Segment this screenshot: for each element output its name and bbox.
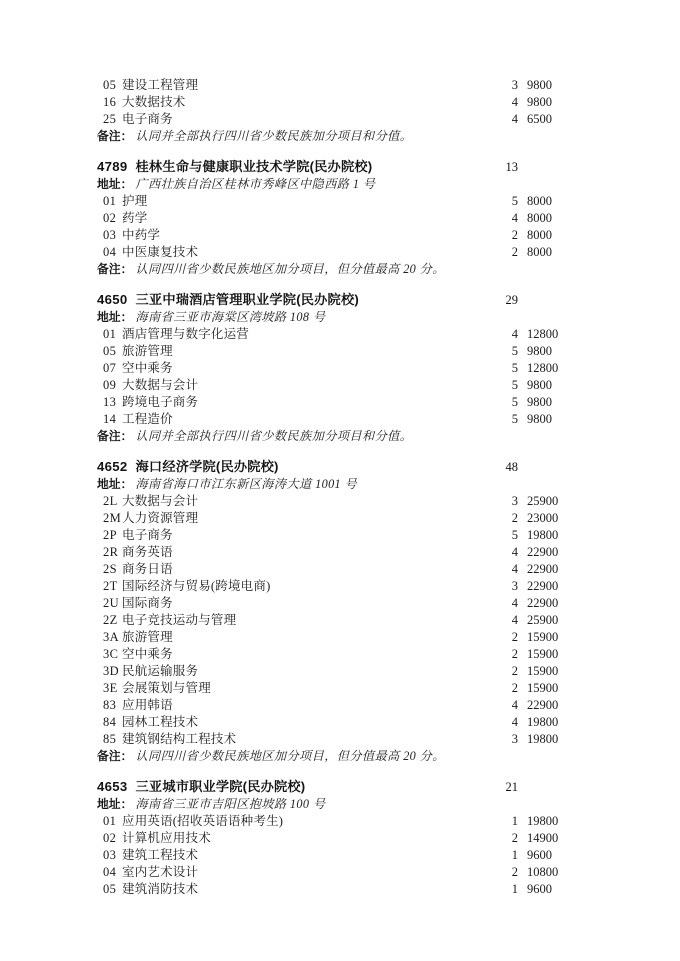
course-fee: 9800 [527, 378, 552, 392]
course-code: 25 [103, 112, 117, 126]
course-code: 85 [103, 732, 117, 746]
course-quota: 2 [511, 664, 518, 678]
course-fee: 8000 [527, 245, 552, 259]
course-name: 室内艺术设计 [122, 865, 199, 879]
course-fee: 8000 [527, 194, 552, 208]
course-name: 电子商务 [122, 112, 173, 126]
remark-text: 认同四川省少数民族地区加分项目，但分值最高 20 分。 [135, 749, 445, 763]
course-fee: 9800 [527, 412, 552, 426]
course-code: 2P [103, 528, 118, 542]
course-fee: 6500 [527, 112, 552, 126]
course-row [97, 561, 568, 578]
course-quota: 5 [511, 528, 518, 542]
course-quota: 4 [511, 545, 518, 559]
course-row [97, 394, 568, 411]
course-name: 大数据技术 [122, 95, 186, 109]
course-list [97, 326, 568, 428]
course-name: 空中乘务 [122, 647, 173, 661]
address-label: 地址： [97, 797, 133, 811]
course-name: 商务日语 [122, 562, 173, 576]
course-code: 02 [103, 211, 117, 225]
course-fee: 15900 [527, 647, 559, 661]
course-fee: 22900 [527, 596, 559, 610]
course-quota: 4 [511, 211, 518, 225]
course-fee: 19800 [527, 528, 559, 542]
course-fee: 14900 [527, 831, 559, 845]
course-name: 旅游管理 [122, 630, 173, 644]
course-quota: 5 [511, 361, 518, 375]
school-name: 海口经济学院(民办院校) [135, 459, 279, 474]
course-row [97, 731, 568, 748]
course-code: 05 [103, 882, 117, 896]
course-row [97, 881, 568, 898]
course-code: 01 [103, 327, 117, 341]
course-name: 电子商务 [122, 528, 173, 542]
course-code: 83 [103, 698, 117, 712]
course-name: 药学 [122, 211, 148, 225]
course-row [97, 111, 568, 128]
remark-row [97, 428, 568, 445]
course-code: 05 [103, 78, 117, 92]
school-code: 4650 [97, 292, 128, 307]
course-name: 建筑消防技术 [122, 882, 199, 896]
course-row [97, 544, 568, 561]
course-row [97, 510, 568, 527]
course-row [97, 343, 568, 360]
address-label: 地址： [97, 177, 133, 191]
remark-label: 备注： [97, 129, 133, 143]
course-fee: 15900 [527, 630, 559, 644]
course-row [97, 847, 568, 864]
course-fee: 15900 [527, 681, 559, 695]
school-code: 4653 [97, 779, 128, 794]
course-quota: 2 [511, 511, 518, 525]
course-quota: 3 [511, 494, 518, 508]
course-list [97, 493, 568, 748]
course-fee: 22900 [527, 545, 559, 559]
course-code: 3A [103, 630, 120, 644]
course-code: 2T [103, 579, 118, 593]
course-name: 国际商务 [122, 596, 173, 610]
course-name: 应用韩语 [122, 698, 173, 712]
course-code: 16 [103, 95, 117, 109]
address-label: 地址： [97, 477, 133, 491]
course-name: 建筑工程技术 [122, 848, 199, 862]
course-code: 84 [103, 715, 117, 729]
course-name: 国际经济与贸易(跨境电商) [122, 579, 271, 593]
course-name: 商务英语 [122, 545, 173, 559]
school-code: 4789 [97, 159, 128, 174]
document-body [97, 77, 568, 898]
course-quota: 3 [511, 78, 518, 92]
course-quota: 2 [511, 681, 518, 695]
school-header-row [97, 458, 568, 476]
course-list [97, 77, 568, 128]
course-row [97, 77, 568, 94]
address-text: 海南省三亚市海棠区湾坡路 108 号 [135, 310, 326, 324]
course-code: 3D [103, 664, 120, 678]
remark-row [97, 261, 568, 278]
course-name: 园林工程技术 [122, 715, 199, 729]
school-name: 三亚城市职业学院(民办院校) [135, 779, 306, 794]
course-row [97, 714, 568, 731]
course-name: 建设工程管理 [122, 78, 199, 92]
course-code: 02 [103, 831, 117, 845]
school-code: 4652 [97, 459, 128, 474]
course-fee: 19800 [527, 814, 559, 828]
course-row [97, 210, 568, 227]
course-row [97, 578, 568, 595]
course-quota: 5 [511, 344, 518, 358]
course-code: 09 [103, 378, 117, 392]
address-label: 地址： [97, 310, 133, 324]
course-list [97, 813, 568, 898]
course-code: 2U [103, 596, 120, 610]
college-section [97, 291, 568, 445]
course-fee: 9600 [527, 882, 552, 896]
course-name: 民航运输服务 [122, 664, 199, 678]
course-row [97, 612, 568, 629]
course-fee: 25900 [527, 494, 559, 508]
course-fee: 23000 [527, 511, 559, 525]
course-row [97, 326, 568, 343]
course-quota: 1 [511, 848, 518, 862]
course-quota: 1 [511, 814, 518, 828]
course-quota: 2 [511, 647, 518, 661]
course-code: 3E [103, 681, 118, 695]
course-fee: 12800 [527, 327, 559, 341]
school-total-plan-count: 29 [505, 293, 518, 307]
course-fee: 10800 [527, 865, 559, 879]
course-name: 跨境电子商务 [122, 395, 199, 409]
course-name: 大数据与会计 [122, 378, 199, 392]
address-row [97, 476, 568, 493]
college-section [97, 158, 568, 278]
course-name: 中医康复技术 [122, 245, 199, 259]
course-name: 中药学 [122, 228, 161, 242]
course-row [97, 227, 568, 244]
remark-text: 认同四川省少数民族地区加分项目，但分值最高 20 分。 [135, 262, 445, 276]
course-code: 03 [103, 848, 117, 862]
course-row [97, 864, 568, 881]
course-fee: 9800 [527, 344, 552, 358]
address-row [97, 309, 568, 326]
course-quota: 4 [511, 596, 518, 610]
course-row [97, 411, 568, 428]
course-code: 07 [103, 361, 117, 375]
course-quota: 5 [511, 412, 518, 426]
school-name: 三亚中瑞酒店管理职业学院(民办院校) [135, 292, 359, 307]
address-text: 广西壮族自治区桂林市秀峰区中隐西路 1 号 [135, 177, 376, 191]
course-row [97, 813, 568, 830]
course-code: 05 [103, 344, 117, 358]
remark-label: 备注： [97, 429, 133, 443]
course-name: 酒店管理与数字化运营 [122, 327, 250, 341]
course-name: 应用英语(招收英语语种考生) [122, 814, 284, 828]
remark-label: 备注： [97, 262, 133, 276]
school-header-row [97, 158, 568, 176]
course-fee: 9800 [527, 395, 552, 409]
course-code: 01 [103, 814, 117, 828]
course-name: 会展策划与管理 [122, 681, 211, 695]
course-quota: 4 [511, 698, 518, 712]
course-row [97, 830, 568, 847]
school-header-row [97, 778, 568, 796]
course-row [97, 697, 568, 714]
course-quota: 2 [511, 865, 518, 879]
course-name: 空中乘务 [122, 361, 173, 375]
school-header-row [97, 291, 568, 309]
address-row [97, 176, 568, 193]
course-name: 大数据与会计 [122, 494, 199, 508]
course-name: 建筑钢结构工程技术 [122, 732, 237, 746]
course-code: 2M [103, 511, 122, 525]
course-fee: 9600 [527, 848, 552, 862]
course-code: 3C [103, 647, 119, 661]
course-fee: 8000 [527, 211, 552, 225]
course-quota: 4 [511, 95, 518, 109]
course-quota: 4 [511, 327, 518, 341]
course-code: 2R [103, 545, 119, 559]
course-quota: 3 [511, 579, 518, 593]
course-fee: 19800 [527, 732, 559, 746]
course-quota: 3 [511, 732, 518, 746]
course-row [97, 94, 568, 111]
school-name: 桂林生命与健康职业技术学院(民办院校) [135, 159, 373, 174]
course-row [97, 193, 568, 210]
remark-label: 备注： [97, 749, 133, 763]
school-total-plan-count: 48 [505, 460, 518, 474]
course-list [97, 193, 568, 261]
course-row [97, 595, 568, 612]
course-fee: 22900 [527, 579, 559, 593]
course-name: 旅游管理 [122, 344, 173, 358]
course-code: 03 [103, 228, 117, 242]
school-total-plan-count: 21 [505, 780, 518, 794]
course-quota: 2 [511, 245, 518, 259]
course-name: 工程造价 [122, 412, 173, 426]
course-fee: 12800 [527, 361, 559, 375]
course-quota: 5 [511, 395, 518, 409]
course-row [97, 377, 568, 394]
remark-row [97, 128, 568, 145]
course-row [97, 244, 568, 261]
course-code: 13 [103, 395, 117, 409]
course-quota: 5 [511, 194, 518, 208]
course-quota: 2 [511, 228, 518, 242]
course-quota: 4 [511, 715, 518, 729]
course-row [97, 663, 568, 680]
course-code: 2Z [103, 613, 118, 627]
address-text: 海南省三亚市吉阳区抱坡路 100 号 [135, 797, 326, 811]
course-name: 护理 [122, 194, 148, 208]
course-quota: 2 [511, 630, 518, 644]
course-code: 14 [103, 412, 117, 426]
course-fee: 15900 [527, 664, 559, 678]
course-code: 2S [103, 562, 118, 576]
college-section [97, 458, 568, 765]
remark-text: 认同并全部执行四川省少数民族加分项目和分值。 [135, 429, 413, 443]
course-quota: 4 [511, 562, 518, 576]
course-row [97, 360, 568, 377]
course-name: 计算机应用技术 [122, 831, 211, 845]
course-fee: 9800 [527, 95, 552, 109]
course-row [97, 680, 568, 697]
course-quota: 4 [511, 112, 518, 126]
course-quota: 2 [511, 831, 518, 845]
course-code: 04 [103, 245, 117, 259]
course-name: 人力资源管理 [122, 511, 199, 525]
address-row [97, 796, 568, 813]
college-section [97, 77, 568, 145]
course-row [97, 493, 568, 510]
address-text: 海南省海口市江东新区海涛大道 1001 号 [135, 477, 358, 491]
course-fee: 25900 [527, 613, 559, 627]
course-fee: 22900 [527, 562, 559, 576]
course-row [97, 527, 568, 544]
course-fee: 8000 [527, 228, 552, 242]
remark-text: 认同并全部执行四川省少数民族加分项目和分值。 [135, 129, 413, 143]
course-code: 04 [103, 865, 117, 879]
course-code: 2L [103, 494, 118, 508]
course-quota: 1 [511, 882, 518, 896]
course-quota: 5 [511, 378, 518, 392]
course-quota: 4 [511, 613, 518, 627]
course-fee: 19800 [527, 715, 559, 729]
course-fee: 22900 [527, 698, 559, 712]
course-row [97, 629, 568, 646]
remark-row [97, 748, 568, 765]
course-row [97, 646, 568, 663]
course-name: 电子竞技运动与管理 [122, 613, 237, 627]
college-section [97, 778, 568, 898]
course-code: 01 [103, 194, 117, 208]
school-total-plan-count: 13 [505, 160, 518, 174]
course-fee: 9800 [527, 78, 552, 92]
